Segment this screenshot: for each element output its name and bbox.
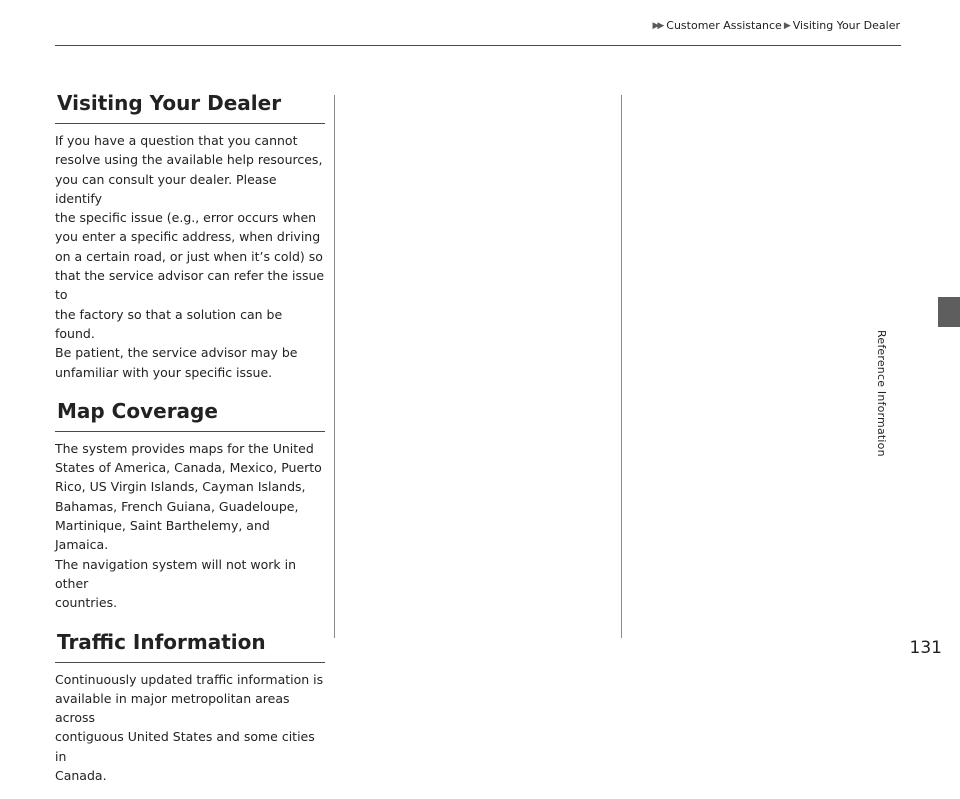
section-traffic-information [55,627,325,786]
section-body [55,670,325,786]
body-line: If you have a question that you cannot [55,133,298,148]
header-divider [55,45,901,46]
body-line: The navigation system will not work in other [55,556,297,591]
section-title: Map Coverage [55,396,325,432]
section-map-coverage [55,396,325,613]
section-visiting-your-dealer [55,88,325,382]
body-line: the factory so that a solution can be found. [55,306,283,341]
body-line: Martinique, Saint Barthelemy, and Jamaica. [55,518,270,553]
chapter-label [873,330,891,470]
column-divider-left [334,95,335,638]
body-line: Continuously updated traffic information is [55,671,324,687]
breadcrumb-item-visiting-your-dealer[interactable]: Visiting Your Dealer [792,19,900,32]
body-line: Rico, US Virgin Islands, Cayman Islands, [55,479,306,495]
body-line: Be patient, the service advisor may be [55,345,298,361]
body-line: you can consult your dealer. Please identify [55,171,277,206]
body-line: unfamiliar with your specific issue. [55,364,273,380]
body-line: countries. [55,595,118,611]
breadcrumb-separator-icon: ▶ [783,20,789,31]
body-line: you enter a specific address, when driving [55,229,321,245]
body-line: contiguous United States and some cities in [55,729,315,764]
page-number: 131 [909,638,942,658]
section-body [55,439,325,613]
body-line: Canada. [55,768,107,784]
body-line: on a certain road, or just when it’s cold) so [55,248,323,264]
section-title: Visiting Your Dealer [55,88,325,124]
body-line: that the service advisor can refer the issue to [55,268,325,303]
column-divider-right [621,95,622,638]
section-title: Traffic Information [55,627,325,663]
section-body [55,131,325,382]
body-line: available in major metropolitan areas across [55,690,290,726]
body-line: States of America, Canada, Mexico, Puerto [55,460,322,476]
body-line: the specific issue (e.g., error occurs when [55,210,317,226]
chapter-label-text: Reference Information [875,330,888,457]
breadcrumb-arrow-icon: ▶▶ [652,20,663,31]
body-line: resolve using the available help resources, [55,152,323,168]
body-line: The system provides maps for the United [55,440,314,456]
body-line: Bahamas, French Guiana, Guadeloupe, [55,498,299,514]
main-content [55,88,325,799]
breadcrumb-item-customer-assistance[interactable]: Customer Assistance [666,19,782,32]
chapter-tab [938,297,960,327]
breadcrumb [652,19,900,32]
